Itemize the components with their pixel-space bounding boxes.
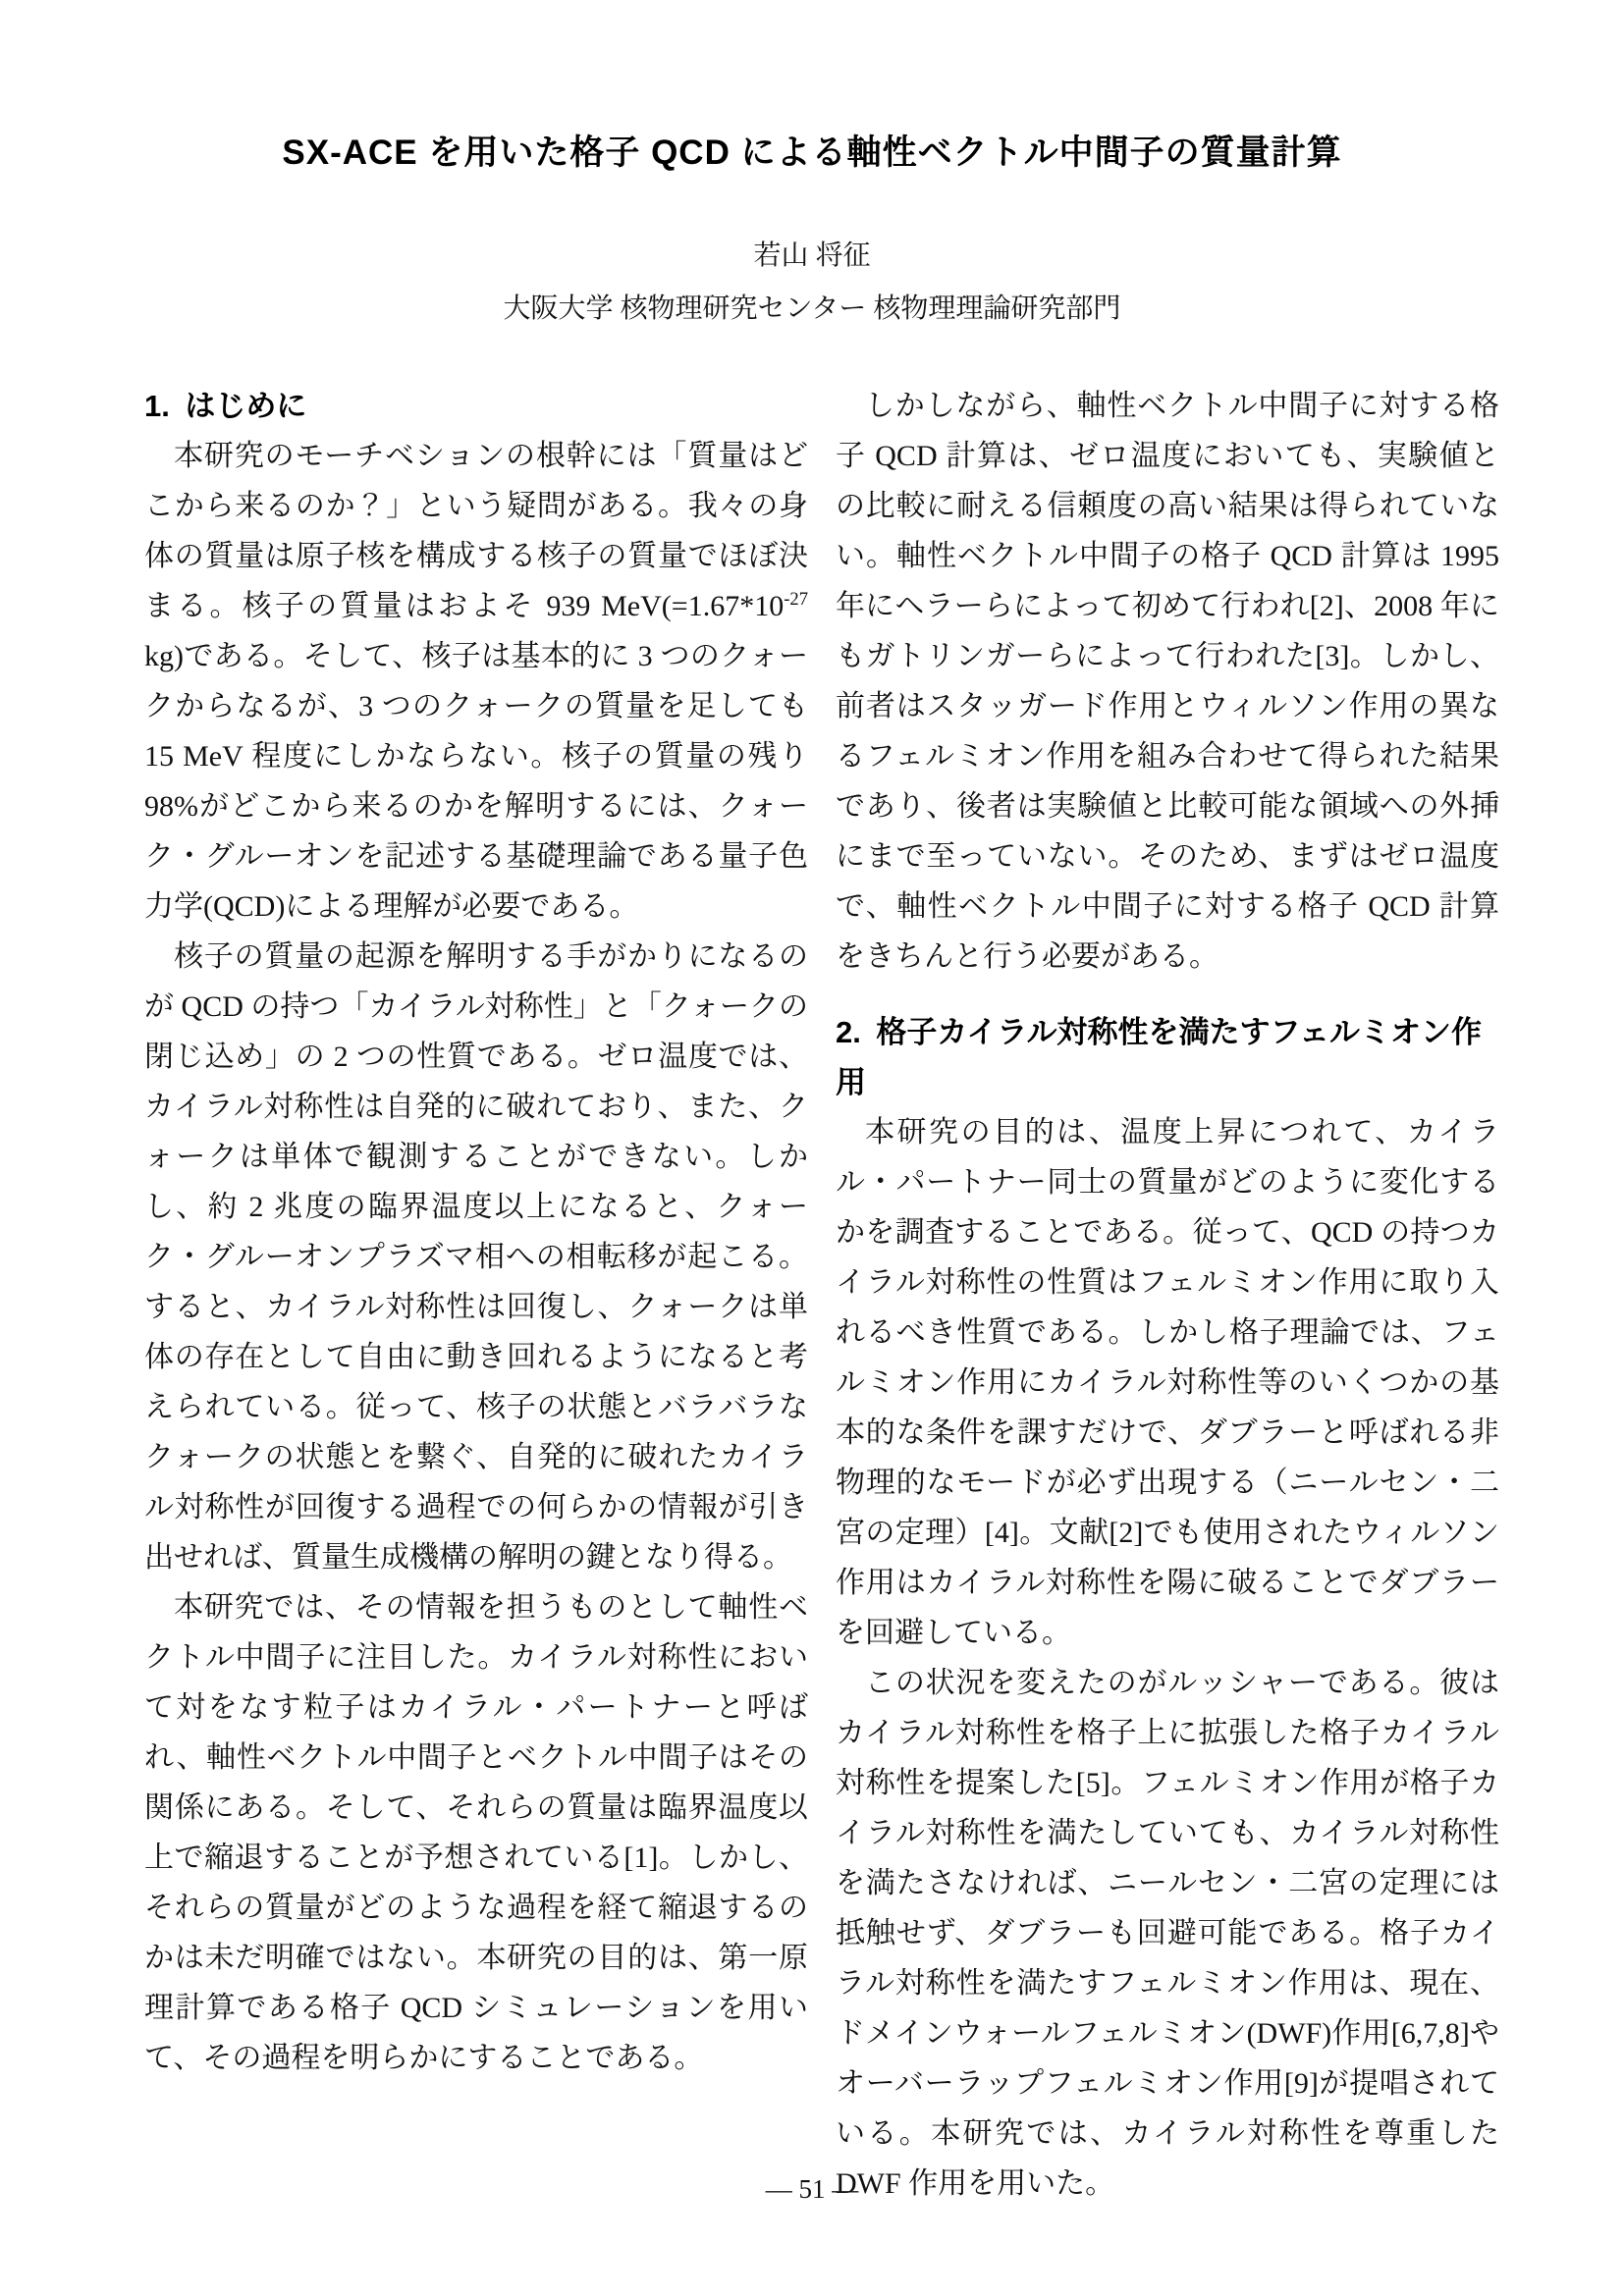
column-left (144, 381, 808, 2209)
page-number: — 51 — (765, 2174, 859, 2204)
superscript-run: -27 (784, 589, 808, 610)
two-column-body (144, 381, 1499, 2209)
text-run: 本研究のモーチベションの根幹には「質量はどこから来るのか？」という疑問がある。我々の身体の質量は原子核を構成する核子の質量でほぼ決まる。核子の質量はおよそ 939 MeV(=1.67*10 (144, 440, 808, 622)
body-paragraph (836, 1658, 1499, 2209)
body-paragraph (144, 932, 808, 1582)
paper-title: SX-ACE を用いた格子 QCD による軸性ベクトル中間子の質量計算 (282, 133, 1342, 172)
body-paragraph (144, 431, 808, 932)
text-run: kg)である。そして、核子は基本的に 3 つのクォークからなるが、3 つのクォークの質量を足しても 15 MeV 程度にしかならない。核子の質量の残り 98%がどこから来るのかを解明するには、クォーク・グルーオンを記述する基礎理論である量子色力学(QCD)による理解が必要である。 (144, 640, 808, 923)
section-heading: 1. はじめに (144, 389, 307, 423)
body-paragraph (836, 1107, 1499, 1658)
body-paragraph (144, 1582, 808, 2083)
affiliation: 大阪大学 核物理研究センター 核物理理論研究部門 (503, 294, 1121, 324)
text-run: 本研究では、その情報を担うものとして軸性ベクトル中間子に注目した。カイラル対称性において対をなす粒子はカイラル・パートナーと呼ばれ、軸性ベクトル中間子とベクトル中間子はその関係にある。そして、それらの質量は臨界温度以上で縮退することが予想されている[1]。しかし、それらの質量がどのような過程を経て縮退するのかは未だ明確ではない。本研究の目的は、第一原理計算である格子 QCD シミュレーションを用いて、その過程を明らかにすることである。 (144, 1591, 808, 2074)
text-run: この状況を変えたのがルッシャーである。彼はカイラル対称性を格子上に拡張した格子カイラル対称性を提案した[5]。フェルミオン作用が格子カイラル対称性を満たしていても、カイラル対称性を満たさなければ、ニールセン・二宮の定理には抵触せず、ダブラーも回避可能である。格子カイラル対称性を満たすフェルミオン作用は、現在、ドメインウォールフェルミオン(DWF)作用[6,7,8]やオーバーラップフェルミオン作用[9]が提唱されている。本研究では、カイラル対称性を尊重した DWF 作用を用いた。 (836, 1667, 1499, 2200)
section-heading: 2. 格子カイラル対称性を満たすフェルミオン作用 (836, 1015, 1482, 1099)
text-run: 本研究の目的は、温度上昇につれて、カイラル・パートナー同士の質量がどのように変化するかを調査することである。従って、QCD の持つカイラル対称性の性質はフェルミオン作用に取り入れるべき性質である。しかし格子理論では、フェルミオン作用にカイラル対称性等のいくつかの基本的な条件を課すだけで、ダブラーと呼ばれる非物理的なモードが必ず出現する（ニールセン・二宮の定理）[4]。文献[2]でも使用されたウィルソン作用はカイラル対称性を陽に破ることでダブラーを回避している。 (836, 1116, 1499, 1649)
text-run: しかしながら、軸性ベクトル中間子に対する格子 QCD 計算は、ゼロ温度においても、実験値との比較に耐える信頼度の高い結果は得られていない。軸性ベクトル中間子の格子 QCD 計算は 1995 年にヘラーらによって初めて行われ[2]、2008 年にもガトリンガーらによって行われた[3]。しかし、前者はスタッガード作用とウィルソン作用の異なるフェルミオン作用を組み合わせて得られた結果であり、後者は実験値と比較可能な領域への外挿にまで至っていない。そのため、まずはゼロ温度で、軸性ベクトル中間子に対する格子 QCD 計算をきちんと行う必要がある。 (836, 390, 1499, 973)
column-right (836, 381, 1499, 2209)
body-paragraph (836, 381, 1499, 982)
author: 若山 将征 (753, 240, 871, 271)
text-run: 核子の質量の起源を解明する手がかりになるのが QCD の持つ「カイラル対称性」と「クォークの閉じ込め」の 2 つの性質である。ゼロ温度では、カイラル対称性は自発的に破れており、また、クォークは単体で観測することができない。しかし、約 2 兆度の臨界温度以上になると、クォーク・グルーオンプラズマ相への相転移が起こる。すると、カイラル対称性は回復し、クォークは単体の存在として自由に動き回れるようになると考えられている。従って、核子の状態とバラバラなクォークの状態とを繋ぐ、自発的に破れたカイラル対称性が回復する過程での何らかの情報が引き出せれば、質量生成機構の解明の鍵となり得る。 (144, 940, 808, 1574)
